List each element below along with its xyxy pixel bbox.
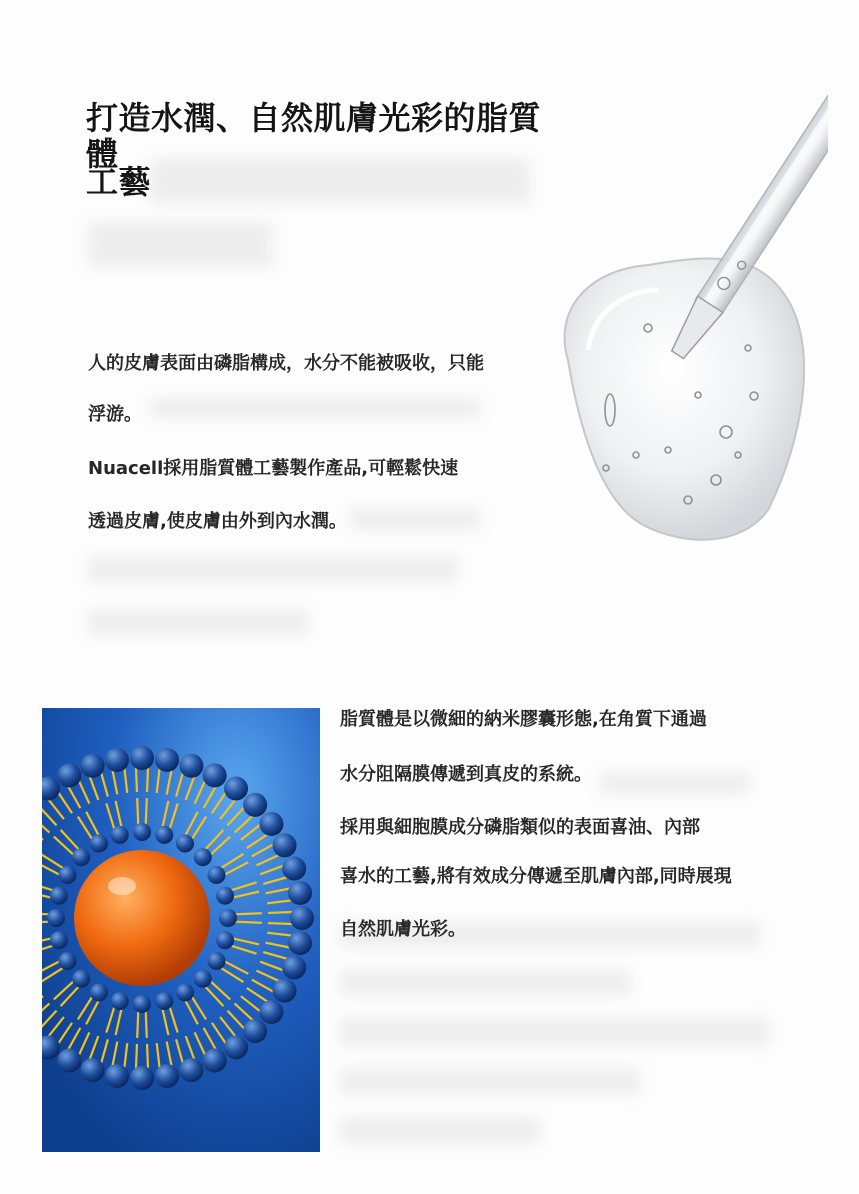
lipid-head — [259, 1000, 283, 1024]
ghost-text-block — [340, 970, 630, 996]
lipid-head — [133, 823, 151, 841]
lipid-head — [224, 1035, 248, 1059]
intro-text-line: Nuacell採用脂質體工藝製作產品,可輕鬆快速 — [88, 458, 459, 479]
lipid-head — [282, 857, 306, 881]
lipid-head — [90, 835, 108, 853]
lipid-head — [259, 812, 283, 836]
description-text-line: 脂質體是以微細的納米膠囊形態,在角質下通過 — [340, 709, 707, 730]
ghost-text-block — [340, 1118, 540, 1144]
lipid-head — [224, 777, 248, 801]
lipid-head — [194, 970, 212, 988]
lipid-tail — [146, 1010, 147, 1038]
lipid-head — [243, 1019, 267, 1043]
ghost-text-block — [88, 610, 308, 636]
ghost-text-block — [88, 556, 458, 582]
ghost-text-block — [340, 1018, 770, 1046]
liposome-image — [42, 708, 320, 1152]
ghost-text-block — [340, 1068, 640, 1094]
lipid-head — [219, 909, 237, 927]
description-text-line: 水分阻隔膜傳遞到真皮的系統。 — [340, 764, 592, 785]
lipid-head — [273, 979, 297, 1003]
lipid-head — [273, 833, 297, 857]
description-text-line: 喜水的工藝,將有效成分傳遞至肌膚內部,同時展現 — [340, 866, 732, 887]
ghost-text-block — [600, 772, 750, 794]
lipid-head — [111, 826, 129, 844]
ghost-text-block — [350, 508, 480, 530]
lipid-head — [111, 992, 129, 1010]
lipid-head — [155, 1064, 179, 1088]
lipid-head — [130, 1066, 154, 1090]
serum-dropper-graphic — [548, 60, 828, 550]
section-title-line2: 工藝 — [86, 163, 152, 201]
lipid-head — [50, 931, 68, 949]
lipid-head — [57, 763, 81, 787]
lipid-tail — [146, 798, 147, 826]
lipid-head — [288, 931, 312, 955]
lipid-head — [179, 754, 203, 778]
intro-text-line: 人的皮膚表面由磷脂構成，水分不能被吸收，只能 — [88, 353, 484, 374]
lipid-head — [155, 748, 179, 772]
lipid-head — [194, 848, 212, 866]
lipid-head — [216, 887, 234, 905]
lipid-head — [207, 866, 225, 884]
intro-text-line: 浮游。 — [88, 404, 142, 425]
lipid-head — [176, 983, 194, 1001]
lipid-head — [50, 887, 68, 905]
lipid-head — [133, 995, 151, 1013]
description-text-line: 採用與細胞膜成分磷脂類似的表面喜油、內部 — [340, 817, 700, 838]
lipid-head — [90, 983, 108, 1001]
lipid-head — [176, 835, 194, 853]
lipid-head — [105, 1064, 129, 1088]
ghost-title-block — [88, 222, 273, 268]
lipid-head — [57, 1049, 81, 1073]
lipid-head — [243, 793, 267, 817]
lipid-head — [47, 909, 65, 927]
lipid-head — [72, 848, 90, 866]
lipid-tail — [234, 913, 262, 914]
lipid-head — [155, 826, 173, 844]
lipid-tail — [234, 922, 262, 923]
lipid-head — [290, 906, 314, 930]
lipid-head — [105, 748, 129, 772]
lipid-head — [179, 1058, 203, 1082]
liposome-graphic — [42, 708, 320, 1152]
lipid-head — [81, 1058, 105, 1082]
section-title-line1: 打造水潤、自然肌膚光彩的脂質體 — [86, 99, 542, 173]
lipid-head — [59, 866, 77, 884]
lipid-head — [203, 1049, 227, 1073]
serum-dropper-image — [548, 60, 828, 550]
ghost-text-block — [150, 398, 480, 418]
lipid-tail — [137, 798, 138, 826]
lipid-tail — [137, 1010, 138, 1038]
lipid-head — [155, 992, 173, 1010]
intro-text-line: 透過皮膚,使皮膚由外到內水潤。 — [88, 511, 347, 532]
lipid-head — [282, 955, 306, 979]
lipid-head — [130, 746, 154, 770]
lipid-head — [72, 970, 90, 988]
lipid-head — [288, 881, 312, 905]
lipid-head — [203, 763, 227, 787]
lipid-head — [81, 754, 105, 778]
lipid-head — [59, 952, 77, 970]
lipid-head — [216, 931, 234, 949]
lipid-head — [207, 952, 225, 970]
description-text-line: 自然肌膚光彩。 — [340, 919, 466, 940]
liposome-core — [74, 850, 210, 986]
